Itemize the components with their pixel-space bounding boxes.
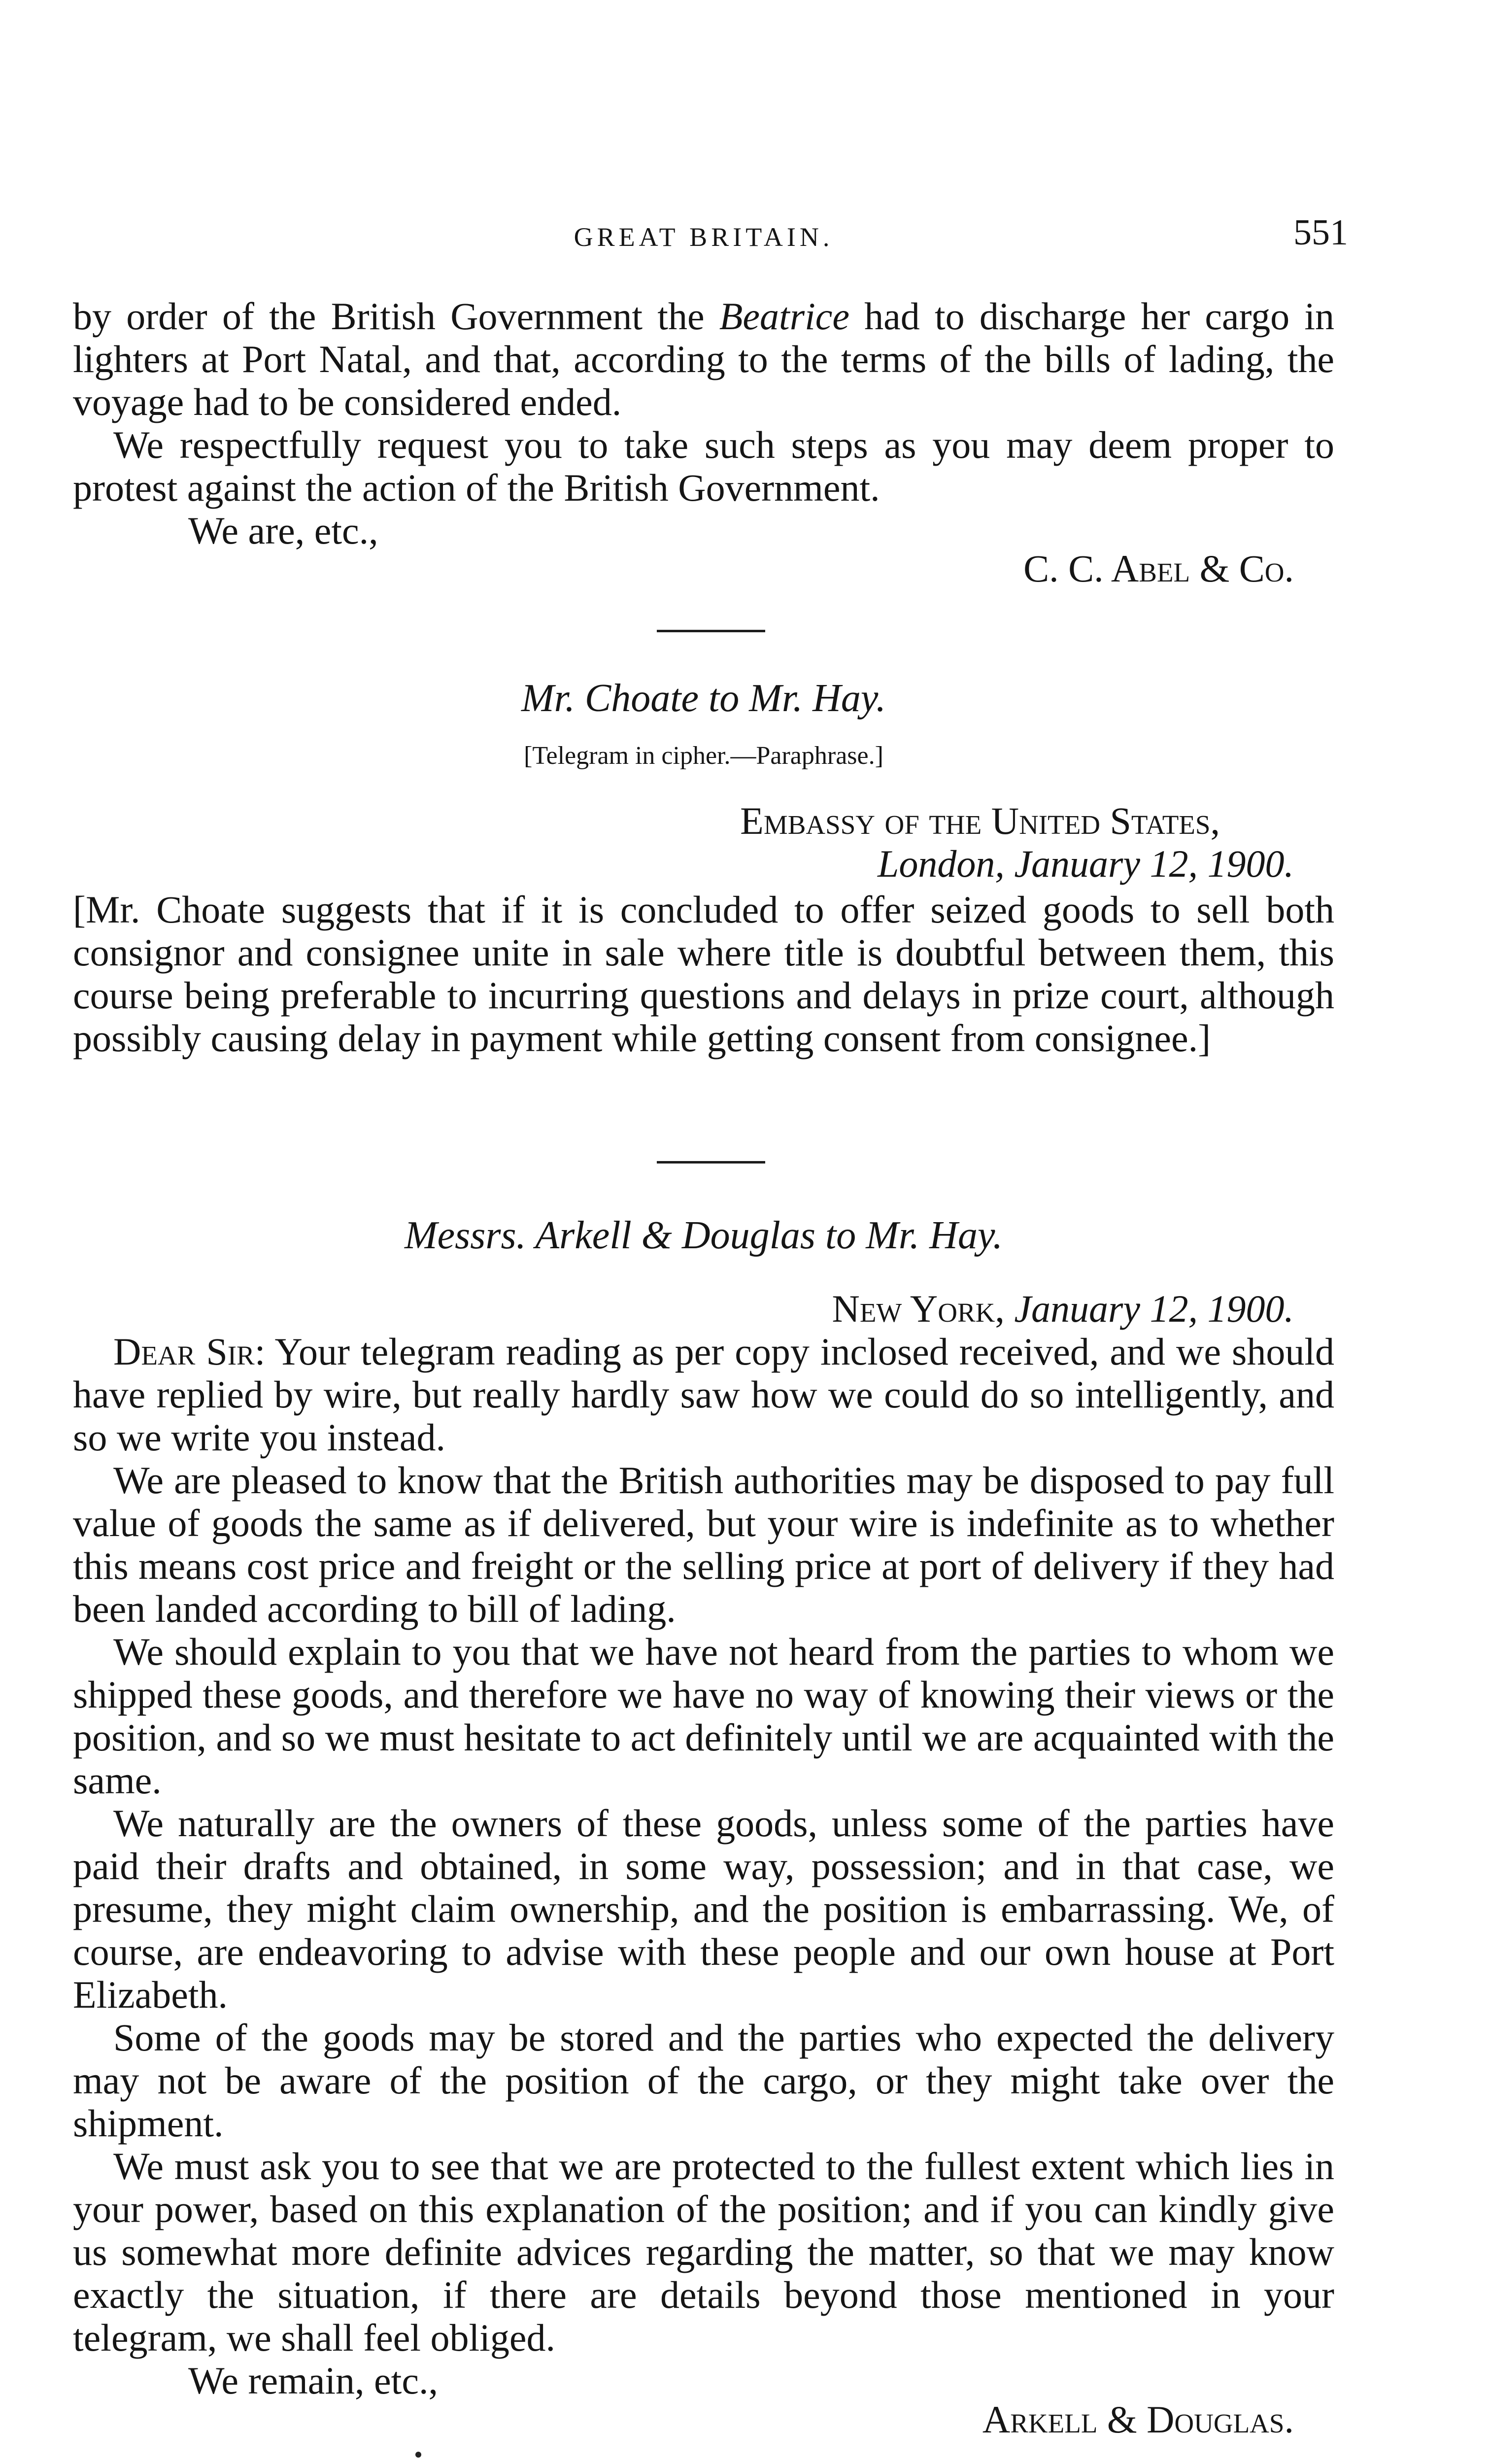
letter-heading: Messrs. Arkell & Douglas to Mr. Hay. (404, 1214, 1003, 1257)
letter-arkell-douglas (73, 1213, 1334, 2441)
paragraph: We should explain to you that we have not heard from the parties to whom we shipped these goods, and therefore we have no way of knowing their views or the position, and so we must hesitate to act definitely until we are acquainted with the same. (73, 1630, 1334, 1802)
paragraph-text: had to discharge her cargo in lighters at Port Natal, and that, according to the terms of the bills of lading, the voyage had to be considered ended. (73, 295, 1334, 423)
sender-line: Embassy of the United States, (740, 799, 1220, 842)
paragraph: We respectfully request you to take such steps as you may deem proper to protest against the action of the British Government. (73, 423, 1334, 509)
telegram-body: [Mr. Choate suggests that if it is concluded to offer seized goods to sell both consignor and consignee unite in sale where title is doubtful between them, this course being preferable to incurring questions and delays in prize court, although possibly causing delay in payment while getting consent from consignee.] (73, 888, 1334, 1060)
section-divider (657, 630, 765, 632)
signature: C. C. Abel & Co. (1023, 547, 1294, 590)
letter-abel-continuation (73, 295, 1334, 590)
running-title: GREAT BRITAIN. (574, 222, 834, 252)
paragraph: We are pleased to know that the British authorities may be disposed to pay full value of goods the same as if delivered, but your wire is indefinite as to whether this means cost price and freight or the selling price at port of delivery if they had been landed according to bill of lading. (73, 1459, 1334, 1630)
place-date-line (73, 1287, 1334, 1330)
letter-heading: Mr. Choate to Mr. Hay. (521, 677, 886, 720)
page-number: 551 (1293, 212, 1348, 253)
paragraph-text: Your telegram reading as per copy inclosed received, and we should have replied by wire, but really hardly saw how we could do so intelligently, and so we write you instead. (73, 1330, 1334, 1459)
letter-choate (73, 676, 1334, 1060)
salutation: Dear Sir: (113, 1330, 266, 1373)
place: New York, (832, 1287, 1005, 1330)
paragraph-text: by order of the British Government the (73, 295, 719, 338)
paragraph: Some of the goods may be stored and the parties who expected the delivery may not be aware of the position of the cargo, or they might take over the shipment. (73, 2016, 1334, 2145)
section-divider (657, 1161, 765, 1164)
telegram-note: [Telegram in cipher.—Paraphrase.] (524, 742, 883, 770)
closing: We remain, etc., (188, 2359, 438, 2402)
ship-name: Beatrice (719, 295, 849, 338)
paragraph: We naturally are the owners of these goods, unless some of the parties have paid their drafts and obtained, in some way, possession; and in that case, we presume, they might claim ownership, and the position is embarrassing. We, of course, are endeavoring to advise with these people and our own house at Port Elizabeth. (73, 1802, 1334, 2016)
signature: Arkell & Douglas. (982, 2398, 1294, 2441)
paragraph: We must ask you to see that we are protected to the fullest extent which lies in your power, based on this explanation of the position; and if you can kindly give us somewhat more definite advices regarding the matter, so that we may know exactly the situation, if there are details beyond those mentioned in your telegram, we shall feel obliged. (73, 2145, 1334, 2359)
date: January 12, 1900. (1014, 1287, 1294, 1330)
date-line: London, January 12, 1900. (878, 842, 1294, 885)
paragraph (73, 1330, 1334, 1459)
closing: We are, etc., (188, 509, 378, 552)
ink-speck (415, 2452, 421, 2458)
paragraph (73, 295, 1334, 423)
running-head (73, 212, 1348, 253)
